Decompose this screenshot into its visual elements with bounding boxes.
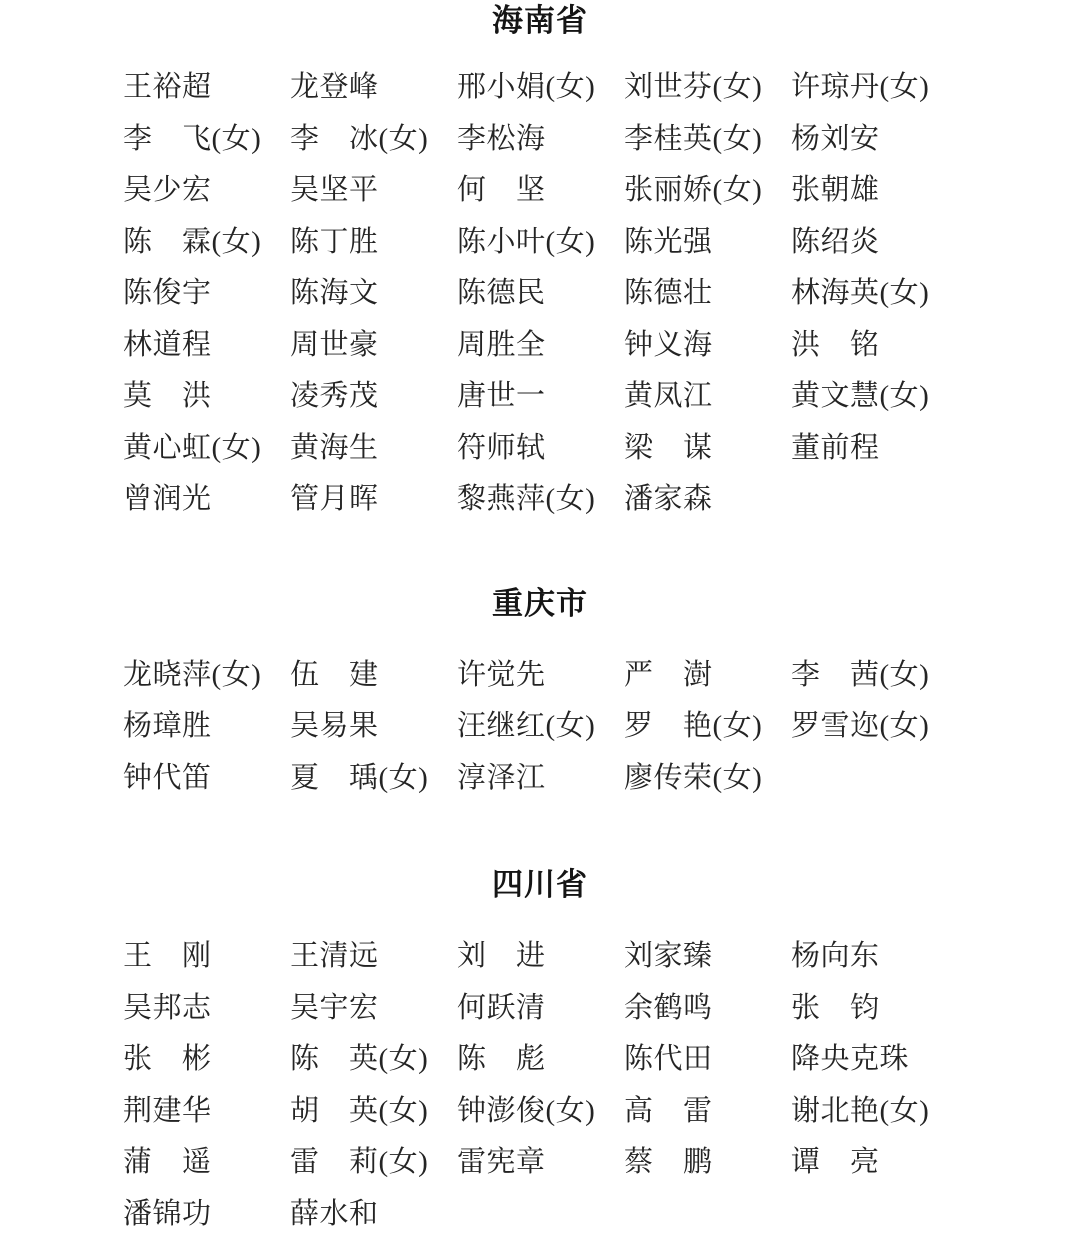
person-name: 陈 霖(女) (123, 227, 290, 258)
person-name: 莫 洪 (123, 381, 290, 412)
name-rows (0, 72, 1080, 536)
person-name: 王清远 (290, 941, 457, 972)
person-name: 陈 彪 (457, 1044, 624, 1075)
person-name: 许琼丹(女) (791, 72, 958, 103)
name-row (0, 72, 1080, 124)
person-name: 汪继红(女) (457, 711, 624, 742)
person-name: 夏 瑀(女) (290, 763, 457, 794)
name-row (0, 484, 1080, 536)
name-row (0, 1096, 1080, 1148)
person-name: 管月晖 (290, 484, 457, 515)
name-rows (0, 941, 1080, 1250)
province-title: 重庆市 (0, 536, 1080, 619)
person-name: 李 茜(女) (791, 660, 958, 691)
name-row (0, 175, 1080, 227)
person-name: 张朝雄 (791, 175, 958, 206)
person-name: 荆建华 (123, 1096, 290, 1127)
name-row (0, 993, 1080, 1045)
person-name: 符师轼 (457, 433, 624, 464)
person-name: 刘家臻 (624, 941, 791, 972)
person-name: 吴少宏 (123, 175, 290, 206)
person-name: 吴坚平 (290, 175, 457, 206)
person-name: 陈丁胜 (290, 227, 457, 258)
person-name: 罗雪迩(女) (791, 711, 958, 742)
person-name: 曾润光 (123, 484, 290, 515)
name-row (0, 1044, 1080, 1096)
name-row (0, 660, 1080, 712)
name-row (0, 330, 1080, 382)
person-name: 陈代田 (624, 1044, 791, 1075)
person-name: 严 澍 (624, 660, 791, 691)
province-title: 四川省 (0, 814, 1080, 900)
person-name: 余鹤鸣 (624, 993, 791, 1024)
person-name: 龙登峰 (290, 72, 457, 103)
person-name: 伍 建 (290, 660, 457, 691)
person-name: 王 刚 (123, 941, 290, 972)
person-name: 周胜全 (457, 330, 624, 361)
person-name: 雷宪章 (457, 1147, 624, 1178)
person-name: 许觉先 (457, 660, 624, 691)
person-name: 钟澎俊(女) (457, 1096, 624, 1127)
person-name: 吴宇宏 (290, 993, 457, 1024)
person-name: 王裕超 (123, 72, 290, 103)
name-row (0, 1147, 1080, 1199)
person-name: 李松海 (457, 124, 624, 155)
person-name: 杨刘安 (791, 124, 958, 155)
person-name: 潘锦功 (123, 1199, 290, 1230)
name-row (0, 1199, 1080, 1250)
person-name: 蒲 遥 (123, 1147, 290, 1178)
name-row (0, 227, 1080, 279)
name-row (0, 711, 1080, 763)
person-name: 降央克珠 (791, 1044, 958, 1075)
person-name: 邢小娟(女) (457, 72, 624, 103)
person-name: 黄心虹(女) (123, 433, 290, 464)
person-name: 杨璋胜 (123, 711, 290, 742)
person-name: 黄凤江 (624, 381, 791, 412)
province-section (0, 814, 1080, 1250)
person-name: 吴易果 (290, 711, 457, 742)
person-name: 陈绍炎 (791, 227, 958, 258)
name-row (0, 763, 1080, 815)
person-name: 谢北艳(女) (791, 1096, 958, 1127)
name-row (0, 381, 1080, 433)
person-name: 林海英(女) (791, 278, 958, 309)
person-name: 陈德壮 (624, 278, 791, 309)
person-name: 林道程 (123, 330, 290, 361)
person-name: 张 彬 (123, 1044, 290, 1075)
name-row (0, 433, 1080, 485)
person-name: 陈光强 (624, 227, 791, 258)
person-name: 廖传荣(女) (624, 763, 791, 794)
person-name: 李桂英(女) (624, 124, 791, 155)
person-name: 黄文慧(女) (791, 381, 958, 412)
person-name: 龙晓萍(女) (123, 660, 290, 691)
person-name: 李 飞(女) (123, 124, 290, 155)
person-name: 钟义海 (624, 330, 791, 361)
person-name: 杨向东 (791, 941, 958, 972)
person-name: 黎燕萍(女) (457, 484, 624, 515)
name-row (0, 278, 1080, 330)
person-name: 谭 亮 (791, 1147, 958, 1178)
person-name: 洪 铭 (791, 330, 958, 361)
person-name: 凌秀茂 (290, 381, 457, 412)
person-name: 刘世芬(女) (624, 72, 791, 103)
person-name: 蔡 鹏 (624, 1147, 791, 1178)
person-name: 刘 进 (457, 941, 624, 972)
person-name: 张丽娇(女) (624, 175, 791, 206)
person-name: 梁 谋 (624, 433, 791, 464)
person-name: 董前程 (791, 433, 958, 464)
province-section (0, 0, 1080, 536)
person-name: 陈德民 (457, 278, 624, 309)
person-name: 陈 英(女) (290, 1044, 457, 1075)
person-name: 黄海生 (290, 433, 457, 464)
person-name: 钟代笛 (123, 763, 290, 794)
person-name: 张 钧 (791, 993, 958, 1024)
person-name: 周世豪 (290, 330, 457, 361)
person-name: 陈小叶(女) (457, 227, 624, 258)
person-name: 高 雷 (624, 1096, 791, 1127)
person-name: 罗 艳(女) (624, 711, 791, 742)
person-name: 淳泽江 (457, 763, 624, 794)
name-rows (0, 660, 1080, 815)
person-name: 陈海文 (290, 278, 457, 309)
person-name: 何跃清 (457, 993, 624, 1024)
person-name: 潘家森 (624, 484, 791, 515)
name-row (0, 941, 1080, 993)
person-name: 吴邦志 (123, 993, 290, 1024)
province-title: 海南省 (0, 0, 1080, 36)
person-name: 胡 英(女) (290, 1096, 457, 1127)
person-name: 何 坚 (457, 175, 624, 206)
name-row (0, 124, 1080, 176)
person-name: 唐世一 (457, 381, 624, 412)
person-name: 李 冰(女) (290, 124, 457, 155)
person-name: 薛水和 (290, 1199, 457, 1230)
province-section (0, 536, 1080, 815)
person-name: 陈俊宇 (123, 278, 290, 309)
person-name: 雷 莉(女) (290, 1147, 457, 1178)
